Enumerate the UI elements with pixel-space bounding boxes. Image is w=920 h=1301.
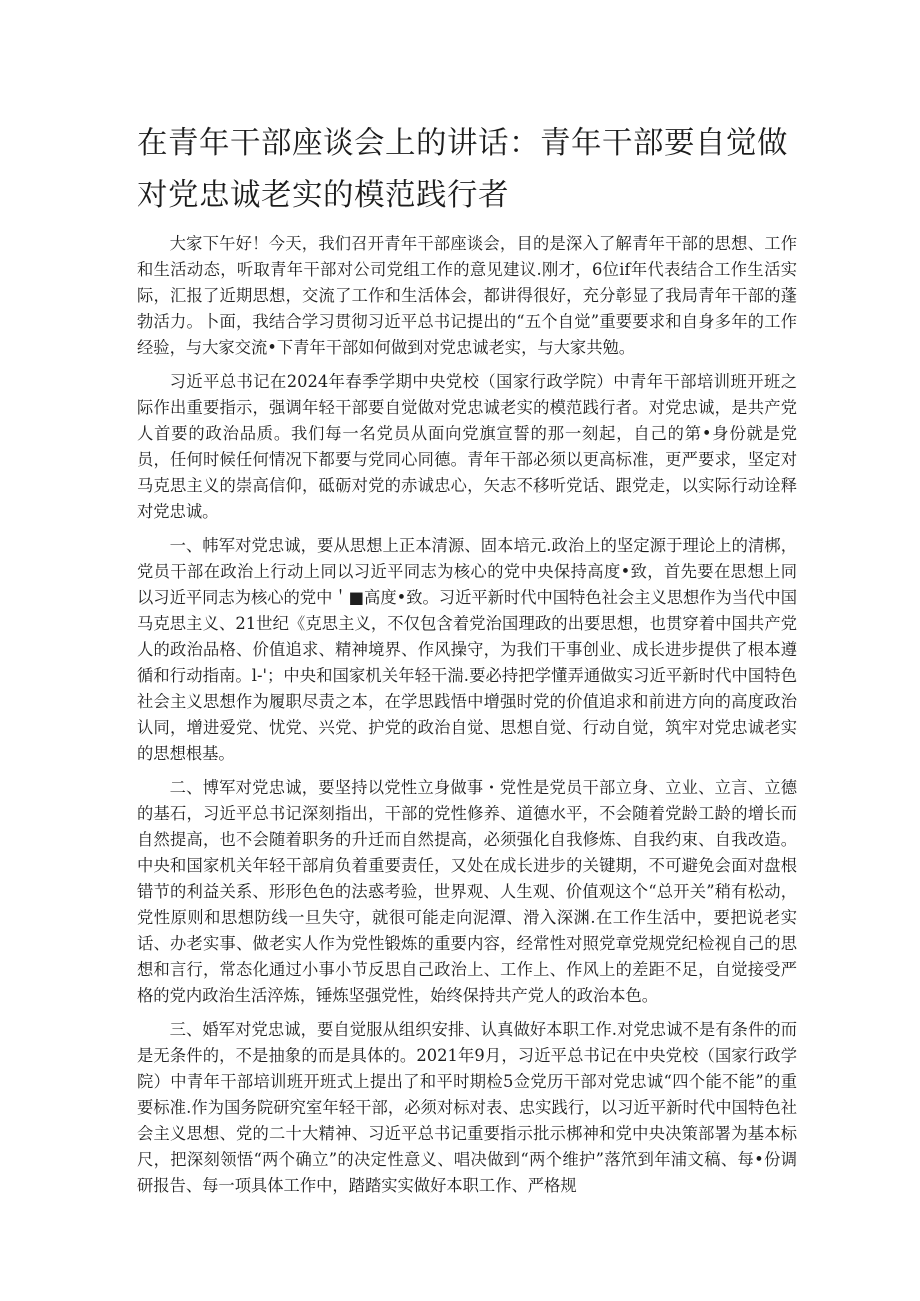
paragraph-intro: 大家下午好！今天，我们召开青年干部座谈会，目的是深入了解青年干部的思想、工作和生活动态，听取青年干部对公司党组工作的意见建议.刚才，6位if年代表结合工作生活实际，汇报了近期思想，交流了工作和生活体会，都讲得很好，充分彰显了我局青年干部的蓬勃活力。卜面，我结合学习贯彻习近平总书记提出的“五个自觉”重要要求和自身多年的工作经验，与大家交流•下青年干部如何做到对党忠诚老实，与大家共勉。 xyxy=(137,234,797,357)
paragraph-point-three: 三、婚军对党忠诚，要自觉服从组织安排、认真做好本职工作.对党忠诚不是有条件的而是无条件的，不是抽象的而是具体的。2021年9月，习近平总书记在中央党校（国家行政学院）中青年干部培训班开班式上提出了和平时期检5佥党历干部对党忠诚“四个能不能”的重要标准.作为国务院研究室年轻干部，必须对标对表、忠实践行，以习近平新时代中国特色社会主义思想、党的二十大精神、习近平总书记重要指示批示梆神和党中央决策部署为基本标尺，把深刻领悟“两个确立”的决定性意义、唱决做到“两个维护”落笊到年浦文稿、每•份调研报告、每一项具体工作中，踏踏实实做好本职工作、严格规 xyxy=(137,1020,797,1195)
document-title: 在青年干部座谈会上的讲话：青年干部要自觉做对党忠诚老实的模范践行者 xyxy=(137,126,788,213)
paragraph-context: 习近平总书记在2024年春季学期中央党校（国家行政学院）中青年干部培训班开班之际作出重要指示，强调年轻干部要自觉做对党忠诚老实的模范践行者。对党忠诚，是共产党人首要的政治品质。我们每一名党员从面向党旗宣誓的那一刻起，自己的第•身份就是党员，任何时候任何情况下都要与党同心同德。青年干部必须以更高标准，更严要求，坚定对马克思主义的崇高信仰，砥砺对党的赤诚忠心，矢志不移听党话、跟党走，以实际行动诠释对党忠诚。 xyxy=(137,372,797,521)
paragraph-point-two: 二、博军对党忠诚，要坚持以党性立身做事・党性是党员干部立身、立业、立言、立德的基石，习近平总书记深刻指出，干部的党性修养、道德水平，不会随着党龄工龄的增长而自然提高，也不会随着职务的升迁而自然提高，必须强化自我修炼、自我约束、自我改造。中央和国家机关年轻干部肩负着重要责任，又处在成长进步的关键期，不可避免会面对盘根错节的利益关系、形形色色的法惑考验，世界观、人生观、价值观这个“总开关”稍有松动，党性原则和思想防线一旦失守，就很可能走向泥潭、滑入深渊.在工作生活中，要把说老实话、办老实事、做老实人作为党性锻炼的重要内容，经常性对照党章党规党纪检视自己的思想和言行，常态化通过小事小节反思自己政治上、工作上、作风上的差距不足，自觉接受严格的党内政治生活淬炼，锤炼坚强党性，始终保持共产党人的政治本色。 xyxy=(137,778,797,1005)
document-body xyxy=(137,231,797,1207)
paragraph-point-one: 一、帏军对党忠诚，要从思想上正本清源、固本培元.政治上的坚定源于理论上的清梆，党员干部在政治上行动上同以习近平同志为核心的党中央保持高度•致，首先要在思想上同以习近平同志为核心的党中＇■高度•致。习近平新时代中国特色社会主义思想作为当代中国马克思主义、21世纪《克思主义，不仅包含着党治国理政的出要思想，也贯穿着中国共产党人的政治品格、价值追求、精神境界、作风操守，为我们干事创业、成长进步提供了根本遵循和行动指南。l-'；中央和国家机关年轻干湍.要必持把学懂弄通做实习近平新时代中国特色社会主义思想作为履职尽责之本，在学思践悟中增强时党的价值追求和前进方向的高度政治认同，增进爱党、忧党、兴党、护党的政治自觉、思想自觉、行动自觉，筑牢对党忠诚老实的思想根基。 xyxy=(137,536,797,763)
